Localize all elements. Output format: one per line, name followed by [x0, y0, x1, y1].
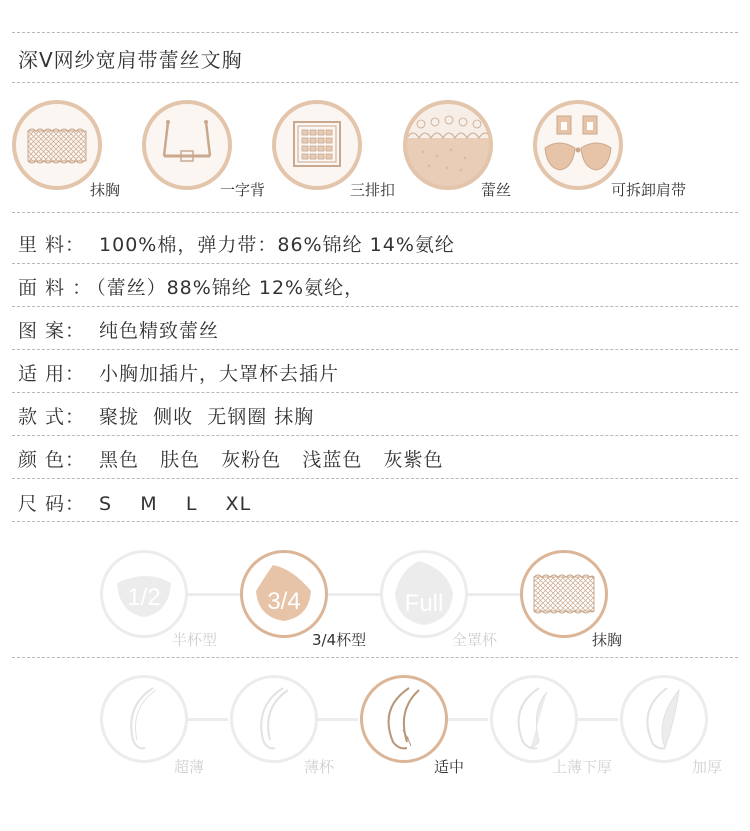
- feature-label: 三排扣: [350, 181, 396, 199]
- detachable-strap-icon: [533, 100, 623, 190]
- feature-label: 一字背: [220, 181, 266, 199]
- thickness-label: 薄杯: [304, 758, 335, 776]
- thickness-option-push-up: [490, 675, 613, 776]
- cup-label: 半杯型: [172, 631, 218, 649]
- spec-value: 小胸加插片，大罩杯去插片: [99, 363, 340, 385]
- thickness-option-ultra-thin: [100, 675, 205, 776]
- divider: [12, 32, 738, 33]
- spec-value: 100%棉，弹力带：86%锦纶 14%氨纶: [99, 234, 455, 256]
- cup-profile-icon: [100, 675, 188, 763]
- divider: [12, 392, 738, 393]
- spec-row-usage: [18, 359, 339, 386]
- lace-band-icon: [12, 100, 102, 190]
- spec-label: 尺 码：: [18, 493, 86, 515]
- thickness-label: 加厚: [692, 758, 723, 776]
- spec-label: 颜 色：: [18, 449, 86, 471]
- connector-line: [574, 718, 618, 721]
- three-quarter-cup-icon: [240, 550, 328, 638]
- spec-row-style: [18, 402, 314, 429]
- cup-profile-icon: [490, 675, 578, 763]
- thickness-label: 适中: [434, 758, 465, 776]
- thickness-option-thin: [230, 675, 335, 776]
- cup-profile-icon: [360, 675, 448, 763]
- straight-back-icon: [142, 100, 232, 190]
- feature-lace: [403, 100, 512, 199]
- feature-hooks: [272, 100, 396, 199]
- hook-and-eye-icon: [272, 100, 362, 190]
- divider: [12, 349, 738, 350]
- feature-straight-back: [142, 100, 266, 199]
- thickness-label: 上薄下厚: [552, 758, 613, 776]
- spec-row-pattern: [18, 316, 219, 343]
- page-title: 深V网纱宽肩带蕾丝文胸: [18, 48, 243, 72]
- spec-label: 款 式：: [18, 406, 86, 428]
- divider: [12, 521, 738, 522]
- divider: [12, 657, 738, 658]
- cup-profile-icon: [230, 675, 318, 763]
- spec-row-fabric: [18, 273, 364, 300]
- feature-label: 可拆卸肩带: [611, 181, 687, 199]
- spec-value: 聚拢 侧收 无钢圈 抹胸: [99, 406, 315, 428]
- connector-line: [324, 593, 380, 596]
- connector-line: [184, 593, 240, 596]
- lace-band-icon: [520, 550, 608, 638]
- thickness-option-thick: [620, 675, 723, 776]
- lace-icon: [403, 100, 493, 190]
- cup-label: 抹胸: [592, 631, 623, 649]
- cup-mark: 1/2: [127, 584, 161, 611]
- divider: [12, 306, 738, 307]
- spec-label: 适 用：: [18, 363, 86, 385]
- spec-row-lining: [18, 230, 455, 257]
- spec-label: 里 料：: [18, 234, 86, 256]
- feature-detachable-strap: [533, 100, 687, 199]
- connector-line: [444, 718, 488, 721]
- divider: [12, 263, 738, 264]
- feature-label: 抹胸: [90, 181, 121, 199]
- cup-mark: 3/4: [267, 588, 301, 615]
- spec-row-colors: [18, 445, 444, 472]
- feature-lace-band: [12, 100, 121, 199]
- cup-option-half: [100, 550, 218, 649]
- cup-option-full: [380, 550, 498, 649]
- cup-mark: Full: [404, 590, 444, 617]
- thickness-option-medium: [360, 675, 465, 776]
- cup-label: 全罩杯: [452, 631, 498, 649]
- full-cup-icon: [380, 550, 468, 638]
- connector-line: [314, 718, 358, 721]
- spec-value: 纯色精致蕾丝: [99, 320, 220, 342]
- divider: [12, 435, 738, 436]
- connector-line: [464, 593, 520, 596]
- divider: [12, 212, 738, 213]
- cup-label: 3/4杯型: [312, 631, 367, 649]
- divider: [12, 82, 738, 83]
- thickness-label: 超薄: [174, 758, 205, 776]
- cup-option-tube: [520, 550, 623, 649]
- spec-row-sizes: [18, 489, 251, 516]
- divider: [12, 478, 738, 479]
- cup-option-three-quarter: [240, 550, 367, 649]
- feature-label: 蕾丝: [481, 181, 512, 199]
- spec-value: 黑色 肤色 灰粉色 浅蓝色 灰紫色: [99, 449, 444, 471]
- cup-profile-icon: [620, 675, 708, 763]
- half-cup-icon: [100, 550, 188, 638]
- spec-label: 面 料 ：: [18, 277, 93, 299]
- connector-line: [184, 718, 228, 721]
- spec-value: （蕾丝）88%锦纶 12%氨纶，: [96, 277, 365, 299]
- spec-label: 图 案：: [18, 320, 86, 342]
- spec-value: S M L XL: [99, 493, 252, 515]
